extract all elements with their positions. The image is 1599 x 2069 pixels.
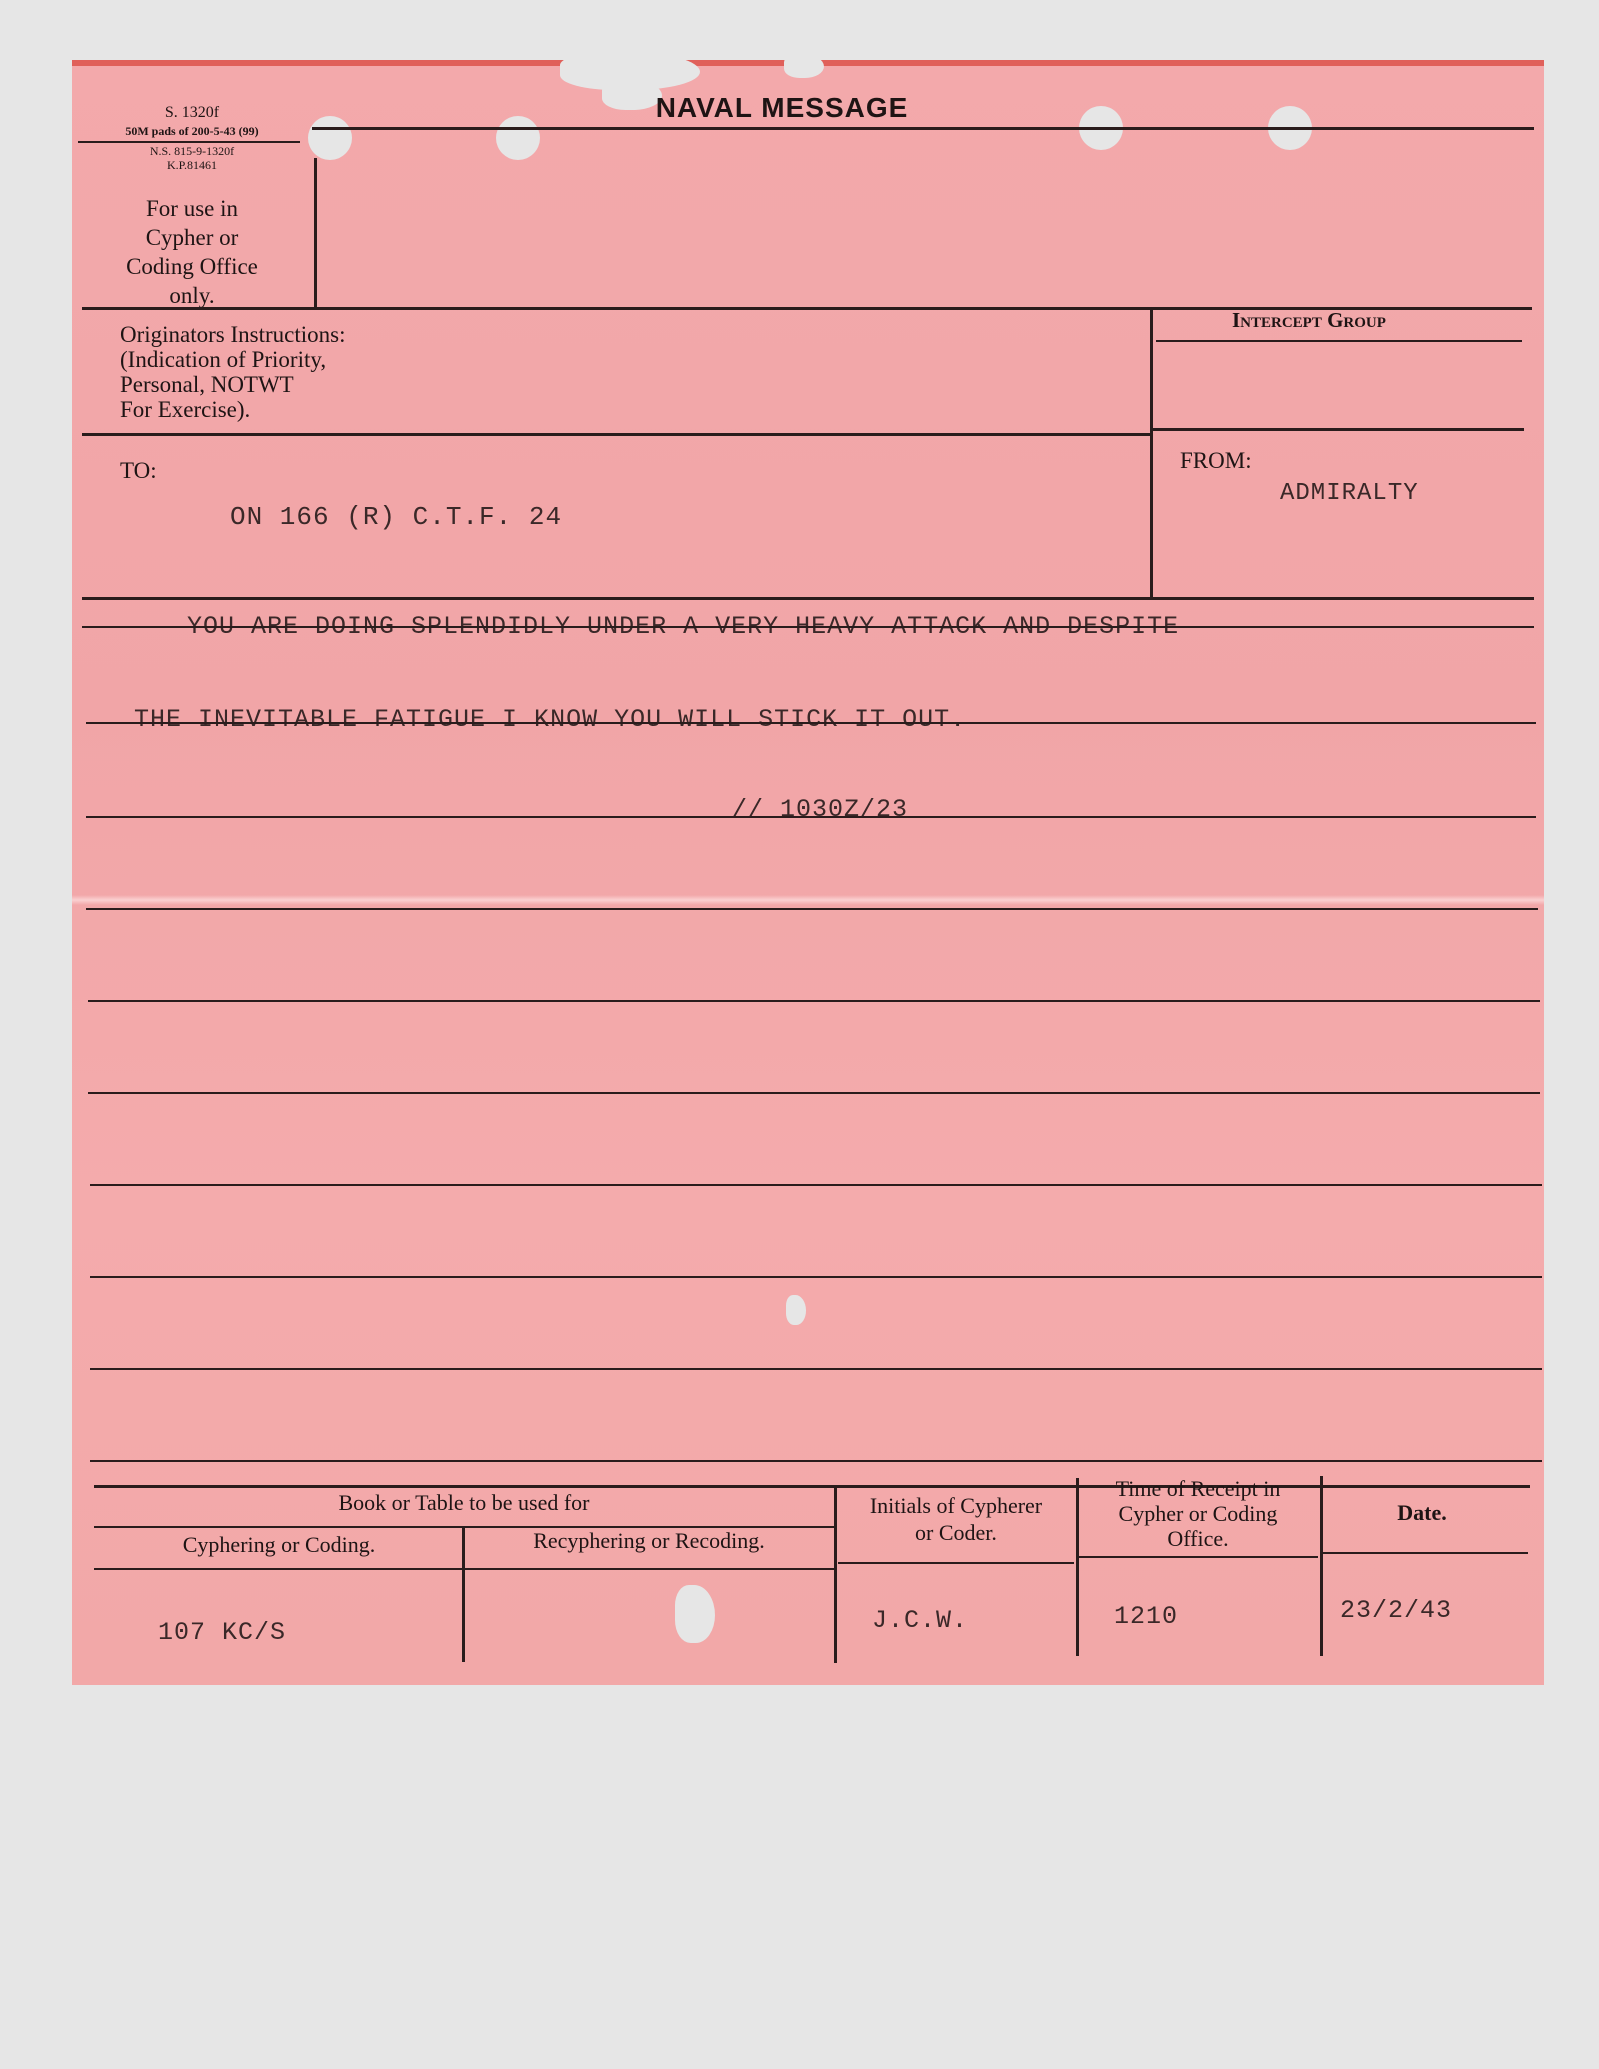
ruled-line	[86, 816, 1536, 818]
label-line: or Coder.	[915, 1520, 997, 1545]
cypher-office-note	[92, 194, 292, 310]
paper-tear	[784, 54, 824, 78]
instruction-line: For Exercise).	[120, 397, 251, 422]
paper-tear	[675, 1585, 715, 1643]
label-line: Time of Receipt in	[1115, 1476, 1281, 1501]
label-line: Office.	[1167, 1526, 1229, 1551]
label-line: Cypher or Coding	[1118, 1501, 1278, 1526]
instruction-line: Personal, NOTWT	[120, 372, 294, 397]
to-value: ON 166 (R) C.T.F. 24	[230, 502, 563, 532]
form-kp-code: K.P.81461	[166, 158, 217, 172]
label-line: Initials of Cypherer	[869, 1493, 1043, 1518]
intercept-group-label: Intercept Group	[1232, 308, 1386, 332]
initials-label	[836, 1492, 1076, 1546]
section-divider	[82, 433, 1150, 436]
date-value: 23/2/43	[1340, 1596, 1453, 1625]
originator-instructions	[120, 322, 346, 422]
ruled-line	[82, 626, 1534, 628]
cyphering-label: Cyphering or Coding.	[182, 1532, 376, 1557]
footer-subrule	[1078, 1556, 1318, 1558]
date-label: Date.	[1397, 1500, 1447, 1525]
form-ns-code: N.S. 815-9-1320f	[149, 144, 235, 158]
ruled-line	[90, 1276, 1542, 1278]
cypher-box-divider	[314, 158, 317, 308]
ruled-line	[86, 722, 1536, 724]
ruled-line	[90, 1460, 1542, 1462]
footer-subrule	[94, 1568, 834, 1570]
form-code: S. 1320f	[164, 104, 220, 121]
cyphering-value: 107 KC/S	[158, 1618, 287, 1647]
note-line: Cypher or	[145, 225, 239, 250]
intercept-divider	[1150, 307, 1153, 597]
punch-hole	[496, 116, 540, 160]
intercept-underline	[1156, 340, 1522, 342]
footer-subrule	[838, 1562, 1074, 1564]
ruled-line	[88, 1000, 1540, 1002]
ruled-line	[90, 1184, 1542, 1186]
ruled-line	[86, 908, 1538, 910]
section-divider	[82, 597, 1534, 600]
time-group: // 1030Z/23	[732, 795, 909, 824]
initials-value: J.C.W.	[872, 1606, 969, 1635]
note-line: For use in	[146, 196, 238, 221]
title-underline	[312, 127, 1534, 130]
recyphering-label: Recyphering or Recoding.	[533, 1528, 765, 1553]
section-divider	[1152, 428, 1524, 431]
paper-tear	[786, 1295, 806, 1325]
note-line: Coding Office	[126, 254, 258, 279]
naval-message-form	[72, 60, 1544, 1685]
book-table-label: Book or Table to be used for	[338, 1490, 590, 1515]
paper-fold	[72, 895, 1544, 905]
form-print-run: 50M pads of 200-5-43 (99)	[125, 124, 259, 138]
punch-hole	[308, 116, 352, 160]
message-line: THE INEVITABLE FATIGUE I KNOW YOU WILL STICK IT OUT.	[134, 705, 967, 734]
footer-col-divider	[462, 1526, 465, 1662]
from-label: FROM:	[1180, 448, 1252, 473]
time-receipt-label	[1078, 1476, 1318, 1551]
instruction-line: Originators Instructions:	[120, 322, 346, 347]
to-label: TO:	[120, 458, 157, 483]
form-title: NAVAL MESSAGE	[655, 92, 909, 123]
ruled-line	[90, 1368, 1542, 1370]
ruled-line	[88, 1092, 1540, 1094]
header-divider	[78, 141, 300, 143]
instruction-line: (Indication of Priority,	[120, 347, 327, 372]
note-line: only.	[169, 283, 215, 308]
message-line: YOU ARE DOING SPLENDIDLY UNDER A VERY HEAVY ATTACK AND DESPITE	[187, 612, 1180, 641]
footer-subrule	[1322, 1552, 1528, 1554]
from-value: ADMIRALTY	[1280, 480, 1419, 507]
time-value: 1210	[1114, 1602, 1179, 1631]
